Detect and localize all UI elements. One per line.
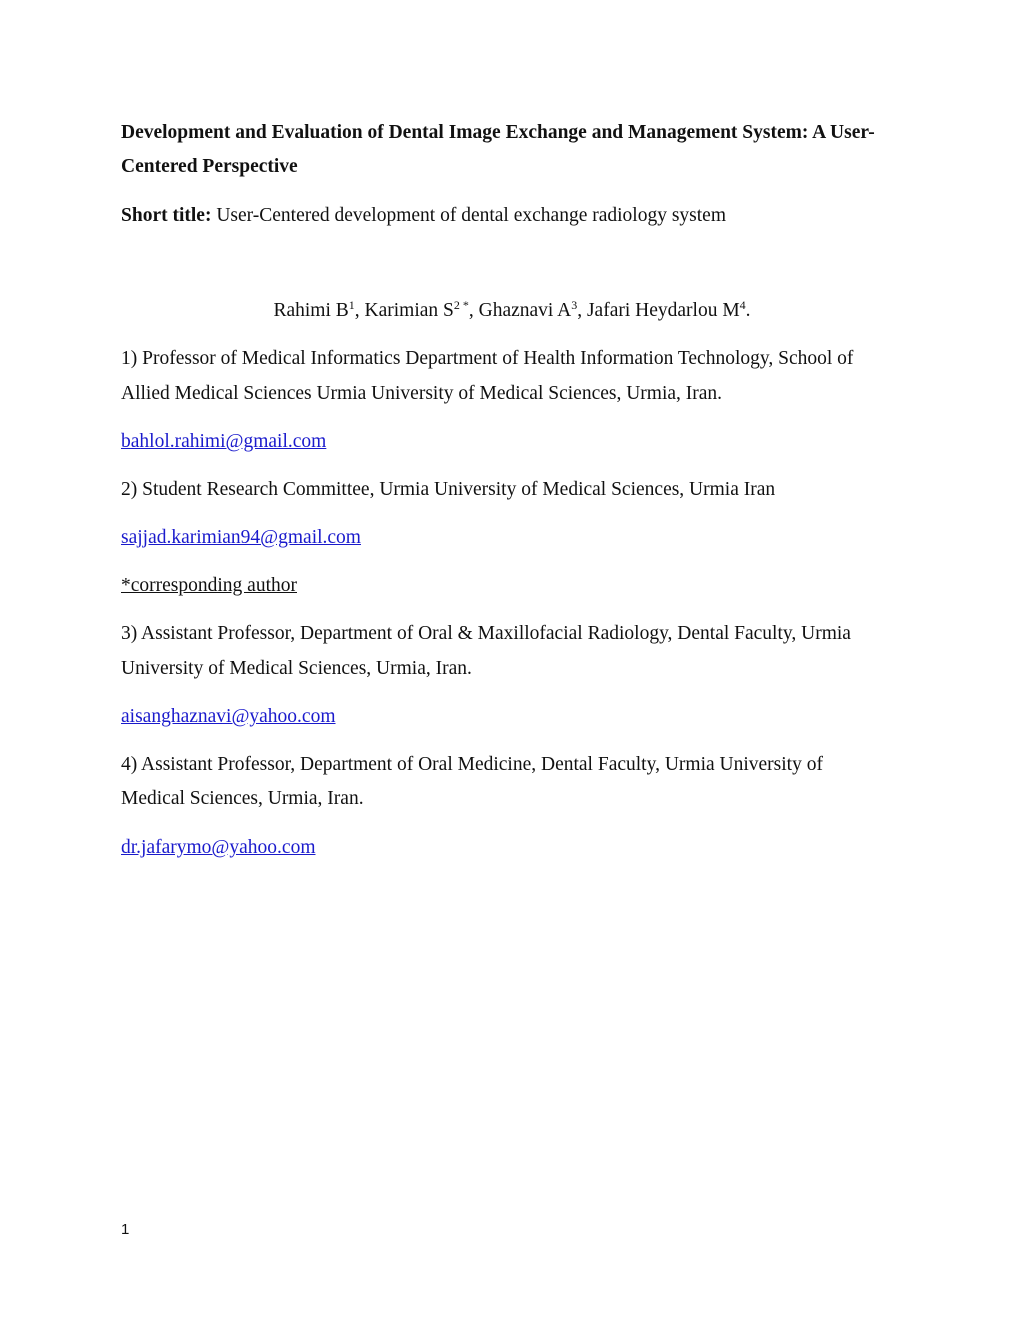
email-link-2[interactable]: sajjad.karimian94@gmail.com: [121, 527, 361, 548]
email-link-1[interactable]: bahlol.rahimi@gmail.com: [121, 431, 327, 452]
page-number: 1: [121, 1221, 130, 1238]
author-separator: ,: [577, 300, 587, 321]
author-name: Ghaznavi A: [478, 300, 572, 321]
author-separator: .: [745, 300, 751, 321]
author-separator: ,: [468, 300, 479, 321]
title-line-1: Development and Evaluation of Dental Image Exchange and Management System: A User-: [121, 122, 875, 143]
affiliation-1-line-1: 1) Professor of Medical Informatics Department of Health Information Technology, School of: [121, 348, 854, 369]
affiliation-2-line-1: 2) Student Research Committee, Urmia University of Medical Sciences, Urmia Iran: [121, 479, 776, 500]
affiliation-3-line-1: 3) Assistant Professor, Department of Oral & Maxillofacial Radiology, Dental Faculty, Urmia: [121, 623, 851, 644]
author-affiliation-mark: 2 *: [453, 298, 469, 312]
author-separator: ,: [354, 300, 365, 321]
short-title: [121, 204, 726, 228]
affiliation-4-line-2: Medical Sciences, Urmia, Iran.: [121, 788, 364, 809]
author-name: Karimian S: [364, 300, 454, 321]
author-affiliation-mark: 3: [571, 298, 578, 312]
affiliation-4-line-1: 4) Assistant Professor, Department of Oral Medicine, Dental Faculty, Urmia University of: [121, 754, 823, 775]
short-title-label: Short title:: [121, 205, 212, 226]
affiliation-3-line-2: University of Medical Sciences, Urmia, Iran.: [121, 658, 472, 679]
affiliation-1-line-2: Allied Medical Sciences Urmia University of Medical Sciences, Urmia, Iran.: [121, 383, 723, 404]
short-title-text: User-Centered development of dental exchange radiology system: [211, 205, 726, 226]
email-link-3[interactable]: aisanghaznavi@yahoo.com: [121, 706, 336, 727]
email-link-4[interactable]: dr.jafarymo@yahoo.com: [121, 837, 316, 858]
author-affiliation-mark: 4: [739, 298, 746, 312]
corresponding-author-note: *corresponding author: [121, 575, 297, 596]
title-line-2: Centered Perspective: [121, 156, 298, 177]
author-name: Rahimi B: [273, 300, 349, 321]
author-name: Jafari Heydarlou M: [586, 300, 740, 321]
author-list: [0, 299, 1024, 323]
author-affiliation-mark: 1: [348, 298, 355, 312]
